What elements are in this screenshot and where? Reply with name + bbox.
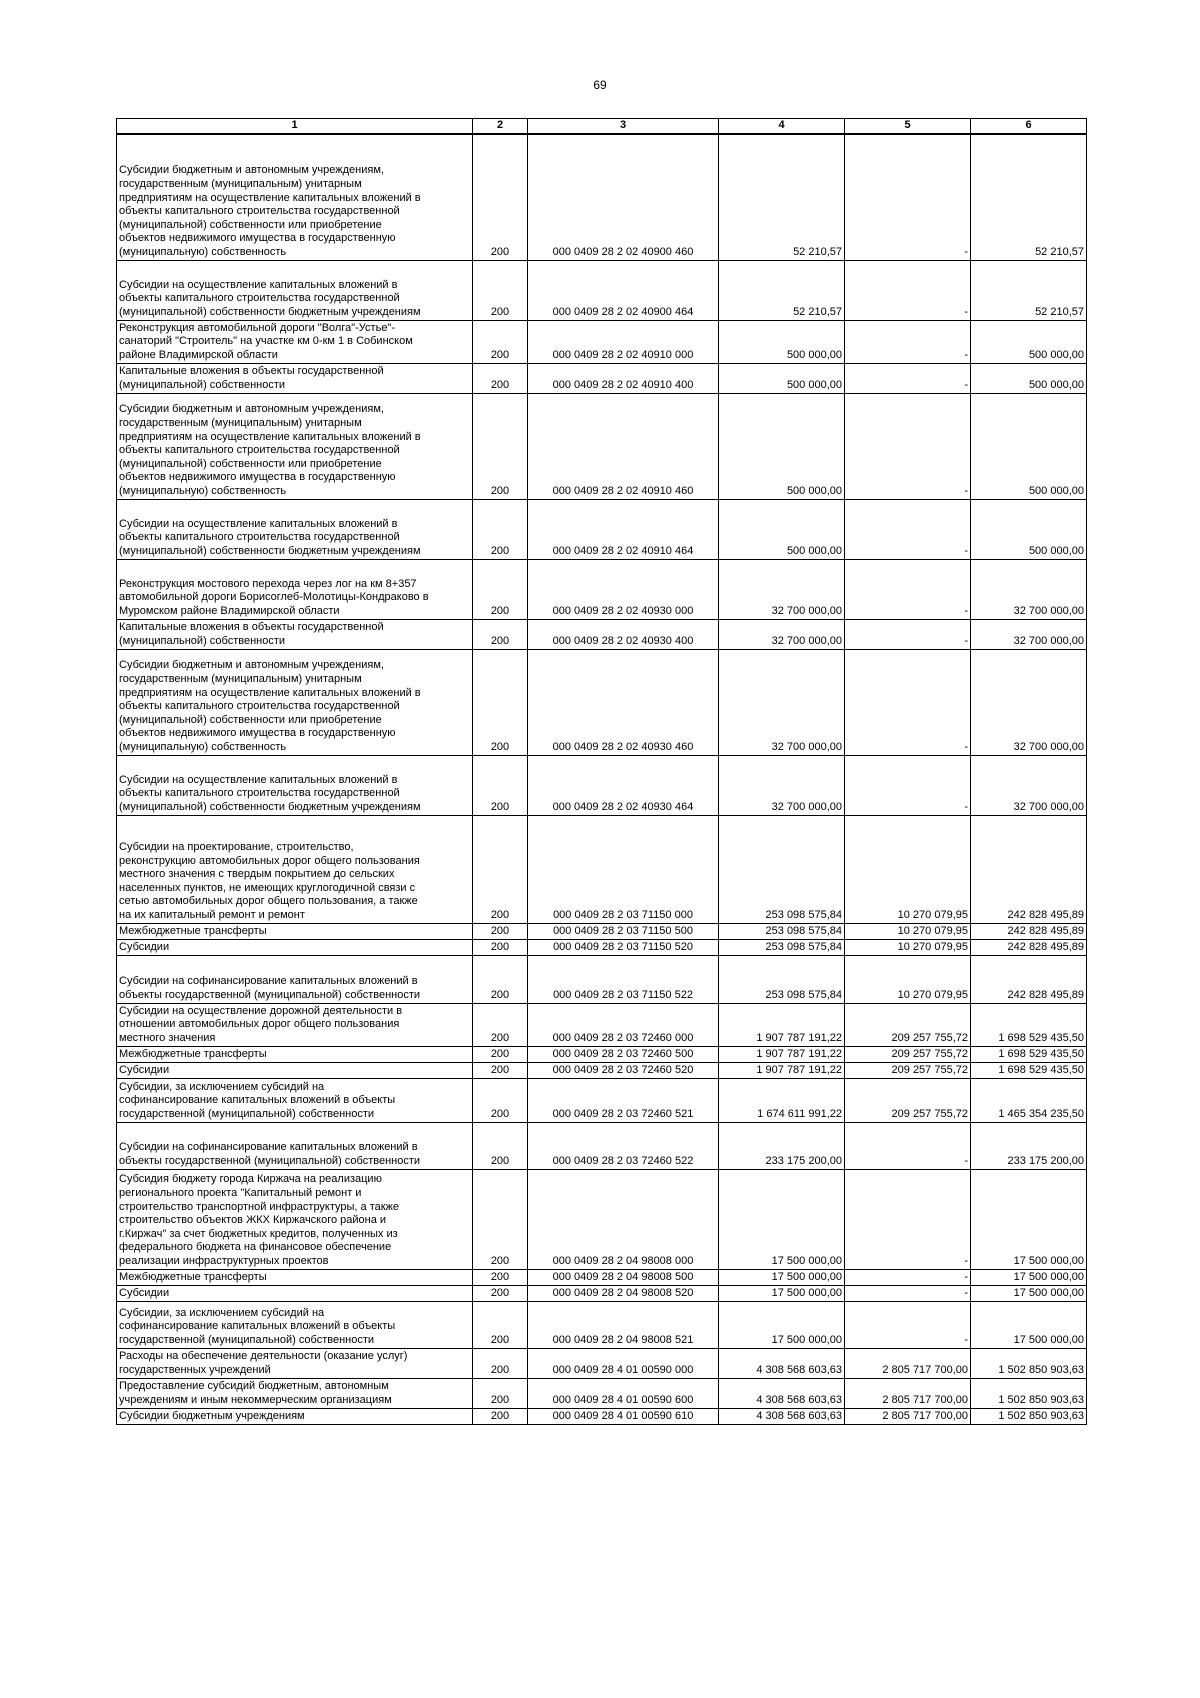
row-executed-cell: 10 270 079,95 bbox=[845, 815, 971, 923]
row-remainder-cell: 242 828 495,89 bbox=[971, 815, 1087, 923]
table-row bbox=[117, 1122, 1087, 1169]
row-code-cell: 000 0409 28 2 04 98008 520 bbox=[528, 1285, 719, 1301]
row-approved-cell: 32 700 000,00 bbox=[719, 559, 845, 619]
row-executed-cell: - bbox=[845, 649, 971, 755]
row-grbs-cell: 200 bbox=[473, 1046, 528, 1062]
row-remainder-cell: 32 700 000,00 bbox=[971, 649, 1087, 755]
row-remainder-cell: 52 210,57 bbox=[971, 134, 1087, 260]
table-row bbox=[117, 1062, 1087, 1078]
table-row bbox=[117, 393, 1087, 499]
table-row bbox=[117, 923, 1087, 939]
row-name-cell: Предоставление субсидий бюджетным, автономным учреждениям и иным некоммерческим организациям bbox=[117, 1378, 473, 1408]
row-name-cell: Субсидии bbox=[117, 939, 473, 955]
row-remainder-cell: 500 000,00 bbox=[971, 363, 1087, 393]
row-executed-cell: 209 257 755,72 bbox=[845, 1003, 971, 1046]
table-row bbox=[117, 1408, 1087, 1424]
row-approved-cell: 1 907 787 191,22 bbox=[719, 1046, 845, 1062]
table-row bbox=[117, 1169, 1087, 1269]
table-row bbox=[117, 260, 1087, 320]
row-grbs-cell: 200 bbox=[473, 1269, 528, 1285]
table-row bbox=[117, 1046, 1087, 1062]
row-code-cell: 000 0409 28 4 01 00590 610 bbox=[528, 1408, 719, 1424]
row-grbs-cell: 200 bbox=[473, 1003, 528, 1046]
table-row bbox=[117, 1301, 1087, 1348]
row-name-cell: Субсидии на осуществление капитальных вложений в объекты капитального строительства государственной (муниципальной) собственности бюджетным учреждениям bbox=[117, 499, 473, 559]
row-executed-cell: - bbox=[845, 499, 971, 559]
row-executed-cell: 10 270 079,95 bbox=[845, 955, 971, 1003]
row-name-cell: Расходы на обеспечение деятельности (оказание услуг) государственных учреждений bbox=[117, 1348, 473, 1378]
row-remainder-cell: 32 700 000,00 bbox=[971, 755, 1087, 815]
row-grbs-cell: 200 bbox=[473, 955, 528, 1003]
row-name-cell: Реконструкция автомобильной дороги "Волга"-Устье"- санаторий "Строитель" на участке км 0-км 1 в Собинском районе Владимирской области bbox=[117, 320, 473, 363]
row-approved-cell: 17 500 000,00 bbox=[719, 1301, 845, 1348]
row-code-cell: 000 0409 28 2 03 72460 500 bbox=[528, 1046, 719, 1062]
row-remainder-cell: 1 698 529 435,50 bbox=[971, 1003, 1087, 1046]
row-name-cell: Межбюджетные трансферты bbox=[117, 1046, 473, 1062]
row-approved-cell: 253 098 575,84 bbox=[719, 955, 845, 1003]
table-row bbox=[117, 1348, 1087, 1378]
row-grbs-cell: 200 bbox=[473, 260, 528, 320]
row-executed-cell: - bbox=[845, 320, 971, 363]
table-row bbox=[117, 1003, 1087, 1046]
row-remainder-cell: 500 000,00 bbox=[971, 320, 1087, 363]
row-remainder-cell: 32 700 000,00 bbox=[971, 619, 1087, 649]
row-executed-cell: - bbox=[845, 260, 971, 320]
row-approved-cell: 1 907 787 191,22 bbox=[719, 1003, 845, 1046]
table-row bbox=[117, 499, 1087, 559]
row-approved-cell: 253 098 575,84 bbox=[719, 815, 845, 923]
row-remainder-cell: 1 502 850 903,63 bbox=[971, 1408, 1087, 1424]
row-executed-cell: - bbox=[845, 134, 971, 260]
row-grbs-cell: 200 bbox=[473, 939, 528, 955]
table-row bbox=[117, 320, 1087, 363]
row-grbs-cell: 200 bbox=[473, 1301, 528, 1348]
row-grbs-cell: 200 bbox=[473, 1348, 528, 1378]
row-remainder-cell: 17 500 000,00 bbox=[971, 1301, 1087, 1348]
table-row bbox=[117, 134, 1087, 260]
row-code-cell: 000 0409 28 2 02 40910 460 bbox=[528, 393, 719, 499]
row-approved-cell: 4 308 568 603,63 bbox=[719, 1348, 845, 1378]
row-name-cell: Субсидии бюджетным учреждениям bbox=[117, 1408, 473, 1424]
row-name-cell: Межбюджетные трансферты bbox=[117, 923, 473, 939]
row-remainder-cell: 17 500 000,00 bbox=[971, 1269, 1087, 1285]
row-code-cell: 000 0409 28 2 03 72460 521 bbox=[528, 1078, 719, 1122]
row-executed-cell: 209 257 755,72 bbox=[845, 1046, 971, 1062]
row-name-cell: Субсидии на осуществление дорожной деятельности в отношении автомобильных дорог общего пользования местного значения bbox=[117, 1003, 473, 1046]
table-row bbox=[117, 1378, 1087, 1408]
row-remainder-cell: 1 502 850 903,63 bbox=[971, 1348, 1087, 1378]
row-code-cell: 000 0409 28 2 03 72460 522 bbox=[528, 1122, 719, 1169]
table-header-row bbox=[117, 119, 1087, 135]
row-grbs-cell: 200 bbox=[473, 1285, 528, 1301]
table-row bbox=[117, 649, 1087, 755]
row-approved-cell: 52 210,57 bbox=[719, 134, 845, 260]
row-remainder-cell: 500 000,00 bbox=[971, 393, 1087, 499]
row-approved-cell: 4 308 568 603,63 bbox=[719, 1378, 845, 1408]
row-code-cell: 000 0409 28 2 02 40930 464 bbox=[528, 755, 719, 815]
row-name-cell: Субсидии bbox=[117, 1285, 473, 1301]
row-grbs-cell: 200 bbox=[473, 1062, 528, 1078]
row-executed-cell: 2 805 717 700,00 bbox=[845, 1348, 971, 1378]
row-remainder-cell: 500 000,00 bbox=[971, 499, 1087, 559]
row-approved-cell: 233 175 200,00 bbox=[719, 1122, 845, 1169]
row-name-cell: Субсидия бюджету города Киржача на реализацию регионального проекта "Капитальный ремонт и строительство транспортной инфраструктуры, а также строительство объектов ЖКХ Киржачского района и г.Киржач" за счет бюджетных кредитов, полученных из федерального бюджета на финансовое обеспечение реализации инфраструктурных проектов bbox=[117, 1169, 473, 1269]
row-grbs-cell: 200 bbox=[473, 1122, 528, 1169]
row-code-cell: 000 0409 28 2 04 98008 000 bbox=[528, 1169, 719, 1269]
row-code-cell: 000 0409 28 2 02 40910 400 bbox=[528, 363, 719, 393]
row-remainder-cell: 233 175 200,00 bbox=[971, 1122, 1087, 1169]
row-remainder-cell: 17 500 000,00 bbox=[971, 1169, 1087, 1269]
row-name-cell: Капитальные вложения в объекты государственной (муниципальной) собственности bbox=[117, 619, 473, 649]
row-grbs-cell: 200 bbox=[473, 320, 528, 363]
row-approved-cell: 17 500 000,00 bbox=[719, 1285, 845, 1301]
row-code-cell: 000 0409 28 2 02 40900 464 bbox=[528, 260, 719, 320]
row-approved-cell: 500 000,00 bbox=[719, 393, 845, 499]
row-grbs-cell: 200 bbox=[473, 499, 528, 559]
row-executed-cell: - bbox=[845, 755, 971, 815]
row-executed-cell: - bbox=[845, 1269, 971, 1285]
row-executed-cell: 10 270 079,95 bbox=[845, 923, 971, 939]
column-header-4: 4 bbox=[719, 119, 845, 135]
row-code-cell: 000 0409 28 2 02 40930 000 bbox=[528, 559, 719, 619]
row-code-cell: 000 0409 28 2 02 40930 400 bbox=[528, 619, 719, 649]
table-row bbox=[117, 939, 1087, 955]
row-remainder-cell: 32 700 000,00 bbox=[971, 559, 1087, 619]
row-executed-cell: 209 257 755,72 bbox=[845, 1062, 971, 1078]
row-executed-cell: 209 257 755,72 bbox=[845, 1078, 971, 1122]
row-code-cell: 000 0409 28 2 02 40900 460 bbox=[528, 134, 719, 260]
row-name-cell: Субсидии на софинансирование капитальных вложений в объекты государственной (муниципальной) собственности bbox=[117, 1122, 473, 1169]
row-grbs-cell: 200 bbox=[473, 134, 528, 260]
row-code-cell: 000 0409 28 4 01 00590 000 bbox=[528, 1348, 719, 1378]
row-code-cell: 000 0409 28 2 03 71150 500 bbox=[528, 923, 719, 939]
row-approved-cell: 1 674 611 991,22 bbox=[719, 1078, 845, 1122]
row-grbs-cell: 200 bbox=[473, 649, 528, 755]
row-approved-cell: 253 098 575,84 bbox=[719, 939, 845, 955]
row-approved-cell: 32 700 000,00 bbox=[719, 619, 845, 649]
row-grbs-cell: 200 bbox=[473, 559, 528, 619]
row-code-cell: 000 0409 28 2 03 72460 000 bbox=[528, 1003, 719, 1046]
row-executed-cell: - bbox=[845, 393, 971, 499]
table-row bbox=[117, 1078, 1087, 1122]
row-approved-cell: 500 000,00 bbox=[719, 320, 845, 363]
row-name-cell: Межбюджетные трансферты bbox=[117, 1269, 473, 1285]
row-executed-cell: - bbox=[845, 1122, 971, 1169]
table-row bbox=[117, 955, 1087, 1003]
row-approved-cell: 500 000,00 bbox=[719, 363, 845, 393]
table-body bbox=[117, 134, 1087, 1424]
row-executed-cell: - bbox=[845, 559, 971, 619]
row-code-cell: 000 0409 28 2 03 71150 520 bbox=[528, 939, 719, 955]
row-code-cell: 000 0409 28 2 03 72460 520 bbox=[528, 1062, 719, 1078]
row-remainder-cell: 242 828 495,89 bbox=[971, 939, 1087, 955]
row-code-cell: 000 0409 28 2 02 40930 460 bbox=[528, 649, 719, 755]
row-name-cell: Капитальные вложения в объекты государственной (муниципальной) собственности bbox=[117, 363, 473, 393]
table-row bbox=[117, 1269, 1087, 1285]
row-name-cell: Субсидии бюджетным и автономным учреждениям, государственным (муниципальным) унитарным предприятиям на осуществление капитальных вложений в объекты капитального строительства государственной (муниципальной) собственности или приобретение объектов недвижимого имущества в государственную (муниципальную) собственность bbox=[117, 393, 473, 499]
row-name-cell: Субсидии, за исключением субсидий на софинансирование капитальных вложений в объекты государственной (муниципальной) собственности bbox=[117, 1078, 473, 1122]
row-code-cell: 000 0409 28 2 04 98008 521 bbox=[528, 1301, 719, 1348]
table-row bbox=[117, 559, 1087, 619]
row-name-cell: Субсидии на проектирование, строительство, реконструкцию автомобильных дорог общего пользования местного значения с твердым покрытием до сельских населенных пунктов, не имеющих круглогодичной связи с сетью автомобильных дорог общего пользования, а также на их капитальный ремонт и ремонт bbox=[117, 815, 473, 923]
column-header-1: 1 bbox=[117, 119, 473, 135]
row-remainder-cell: 1 698 529 435,50 bbox=[971, 1046, 1087, 1062]
row-name-cell: Субсидии, за исключением субсидий на софинансирование капитальных вложений в объекты государственной (муниципальной) собственности bbox=[117, 1301, 473, 1348]
row-executed-cell: - bbox=[845, 1285, 971, 1301]
row-remainder-cell: 242 828 495,89 bbox=[971, 923, 1087, 939]
row-grbs-cell: 200 bbox=[473, 363, 528, 393]
row-code-cell: 000 0409 28 2 02 40910 000 bbox=[528, 320, 719, 363]
table-row bbox=[117, 815, 1087, 923]
row-executed-cell: 2 805 717 700,00 bbox=[845, 1378, 971, 1408]
row-remainder-cell: 1 698 529 435,50 bbox=[971, 1062, 1087, 1078]
row-approved-cell: 1 907 787 191,22 bbox=[719, 1062, 845, 1078]
row-name-cell: Субсидии бюджетным и автономным учреждениям, государственным (муниципальным) унитарным предприятиям на осуществление капитальных вложений в объекты капитального строительства государственной (муниципальной) собственности или приобретение объектов недвижимого имущества в государственную (муниципальную) собственность bbox=[117, 649, 473, 755]
row-name-cell: Субсидии на осуществление капитальных вложений в объекты капитального строительства государственной (муниципальной) собственности бюджетным учреждениям bbox=[117, 755, 473, 815]
row-approved-cell: 253 098 575,84 bbox=[719, 923, 845, 939]
row-grbs-cell: 200 bbox=[473, 815, 528, 923]
row-grbs-cell: 200 bbox=[473, 923, 528, 939]
row-approved-cell: 500 000,00 bbox=[719, 499, 845, 559]
row-code-cell: 000 0409 28 4 01 00590 600 bbox=[528, 1378, 719, 1408]
row-name-cell: Субсидии на осуществление капитальных вложений в объекты капитального строительства государственной (муниципальной) собственности бюджетным учреждениям bbox=[117, 260, 473, 320]
row-executed-cell: - bbox=[845, 1169, 971, 1269]
row-approved-cell: 17 500 000,00 bbox=[719, 1169, 845, 1269]
column-header-6: 6 bbox=[971, 119, 1087, 135]
row-grbs-cell: 200 bbox=[473, 1078, 528, 1122]
row-executed-cell: - bbox=[845, 363, 971, 393]
row-remainder-cell: 17 500 000,00 bbox=[971, 1285, 1087, 1301]
row-remainder-cell: 1 502 850 903,63 bbox=[971, 1378, 1087, 1408]
row-approved-cell: 52 210,57 bbox=[719, 260, 845, 320]
table-row bbox=[117, 1285, 1087, 1301]
row-name-cell: Субсидии бюджетным и автономным учреждениям, государственным (муниципальным) унитарным предприятиям на осуществление капитальных вложений в объекты капитального строительства государственной (муниципальной) собственности или приобретение объектов недвижимого имущества в государственную (муниципальную) собственность bbox=[117, 134, 473, 260]
row-name-cell: Субсидии на софинансирование капитальных вложений в объекты государственной (муниципальной) собственности bbox=[117, 955, 473, 1003]
page-number: 69 bbox=[593, 78, 607, 92]
row-grbs-cell: 200 bbox=[473, 1408, 528, 1424]
row-name-cell: Реконструкция мостового перехода через лог на км 8+357 автомобильной дороги Борисоглеб-Молотицы-Кондраково в Муромском районе Владимирской области bbox=[117, 559, 473, 619]
row-remainder-cell: 52 210,57 bbox=[971, 260, 1087, 320]
row-code-cell: 000 0409 28 2 03 71150 522 bbox=[528, 955, 719, 1003]
row-grbs-cell: 200 bbox=[473, 393, 528, 499]
row-executed-cell: - bbox=[845, 1301, 971, 1348]
table-row bbox=[117, 755, 1087, 815]
row-grbs-cell: 200 bbox=[473, 1169, 528, 1269]
row-code-cell: 000 0409 28 2 02 40910 464 bbox=[528, 499, 719, 559]
row-grbs-cell: 200 bbox=[473, 755, 528, 815]
row-approved-cell: 4 308 568 603,63 bbox=[719, 1408, 845, 1424]
row-executed-cell: 10 270 079,95 bbox=[845, 939, 971, 955]
column-header-3: 3 bbox=[528, 119, 719, 135]
row-approved-cell: 17 500 000,00 bbox=[719, 1269, 845, 1285]
table-row bbox=[117, 363, 1087, 393]
row-approved-cell: 32 700 000,00 bbox=[719, 755, 845, 815]
row-name-cell: Субсидии bbox=[117, 1062, 473, 1078]
row-executed-cell: - bbox=[845, 619, 971, 649]
row-executed-cell: 2 805 717 700,00 bbox=[845, 1408, 971, 1424]
budget-table bbox=[116, 118, 1087, 1425]
row-grbs-cell: 200 bbox=[473, 1378, 528, 1408]
column-header-5: 5 bbox=[845, 119, 971, 135]
table-row bbox=[117, 619, 1087, 649]
row-approved-cell: 32 700 000,00 bbox=[719, 649, 845, 755]
row-code-cell: 000 0409 28 2 04 98008 500 bbox=[528, 1269, 719, 1285]
row-remainder-cell: 242 828 495,89 bbox=[971, 955, 1087, 1003]
row-grbs-cell: 200 bbox=[473, 619, 528, 649]
row-remainder-cell: 1 465 354 235,50 bbox=[971, 1078, 1087, 1122]
column-header-2: 2 bbox=[473, 119, 528, 135]
row-code-cell: 000 0409 28 2 03 71150 000 bbox=[528, 815, 719, 923]
